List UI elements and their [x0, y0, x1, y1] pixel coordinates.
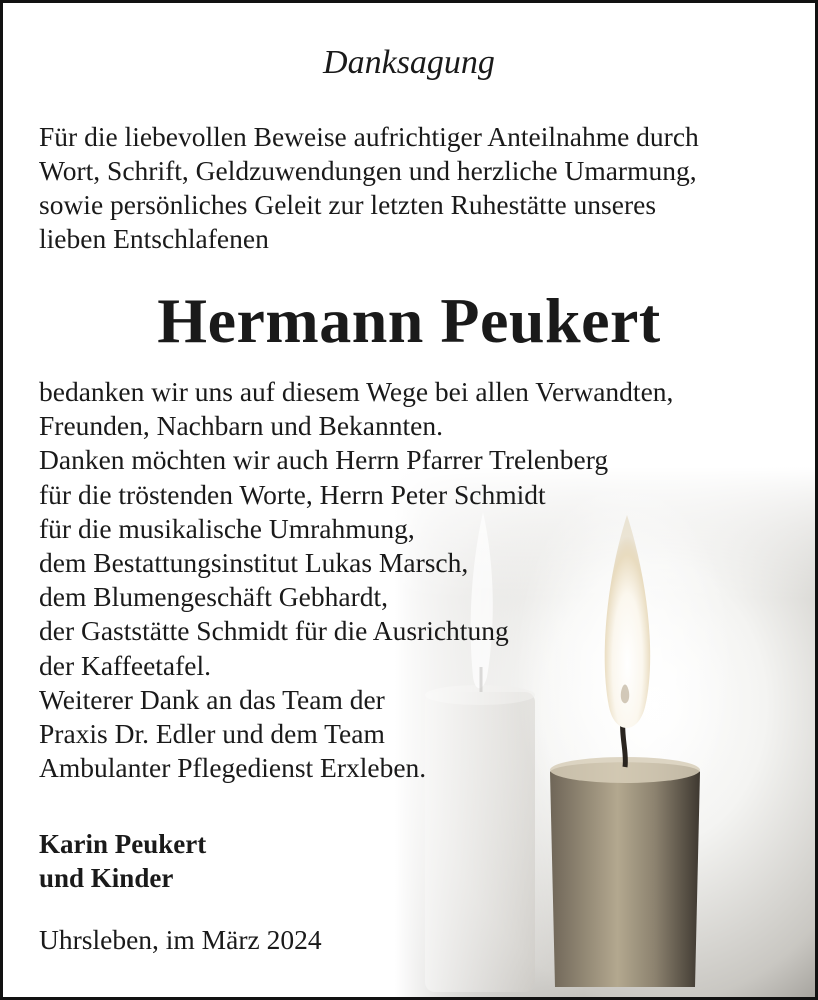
intro-line: lieben Entschlafenen	[39, 223, 269, 254]
place-date: Uhrsleben, im März 2024	[39, 924, 322, 955]
heading-title: Danksagung	[323, 44, 495, 81]
thanks-line: dem Blumengeschäft Gebhardt,	[39, 581, 388, 613]
intro-line: Für die liebevollen Beweise aufrichtiger Anteilnahme durch	[39, 121, 699, 152]
thanks-paragraph	[39, 375, 799, 785]
thanks-line: Freunden, Nachbarn und Bekannten.	[39, 410, 443, 442]
intro-line: Wort, Schrift, Geldzuwendungen und herzliche Umarmung,	[39, 155, 697, 186]
intro-line: sowie persönliches Geleit zur letzten Ruhestätte unseres	[39, 189, 657, 220]
thanks-line: Ambulanter Pflegedienst Erxleben.	[39, 752, 427, 784]
thanks-line: bedanken wir uns auf diesem Wege bei allen Verwandten,	[39, 376, 674, 407]
thanks-line: für die musikalische Umrahmung,	[39, 512, 415, 544]
signature-family: und Kinder	[39, 863, 174, 893]
deceased-name: Hermann Peukert	[157, 285, 661, 356]
thanks-line: Praxis Dr. Edler und dem Team	[39, 718, 385, 750]
thanks-line: der Kaffeetafel.	[39, 649, 212, 681]
thanks-line: Weiterer Dank an das Team der	[39, 683, 385, 715]
thanks-line: der Gaststätte Schmidt für die Ausrichtung	[39, 615, 509, 647]
thanks-line: Danken möchten wir auch Herrn Pfarrer Trelenberg	[39, 444, 609, 476]
thanks-line: für die tröstenden Worte, Herrn Peter Schmidt	[39, 478, 546, 510]
intro-paragraph	[39, 120, 799, 256]
signature-name: Karin Peukert	[39, 829, 207, 859]
thanks-line: dem Bestattungsinstitut Lukas Marsch,	[39, 547, 469, 579]
signature	[39, 827, 206, 895]
